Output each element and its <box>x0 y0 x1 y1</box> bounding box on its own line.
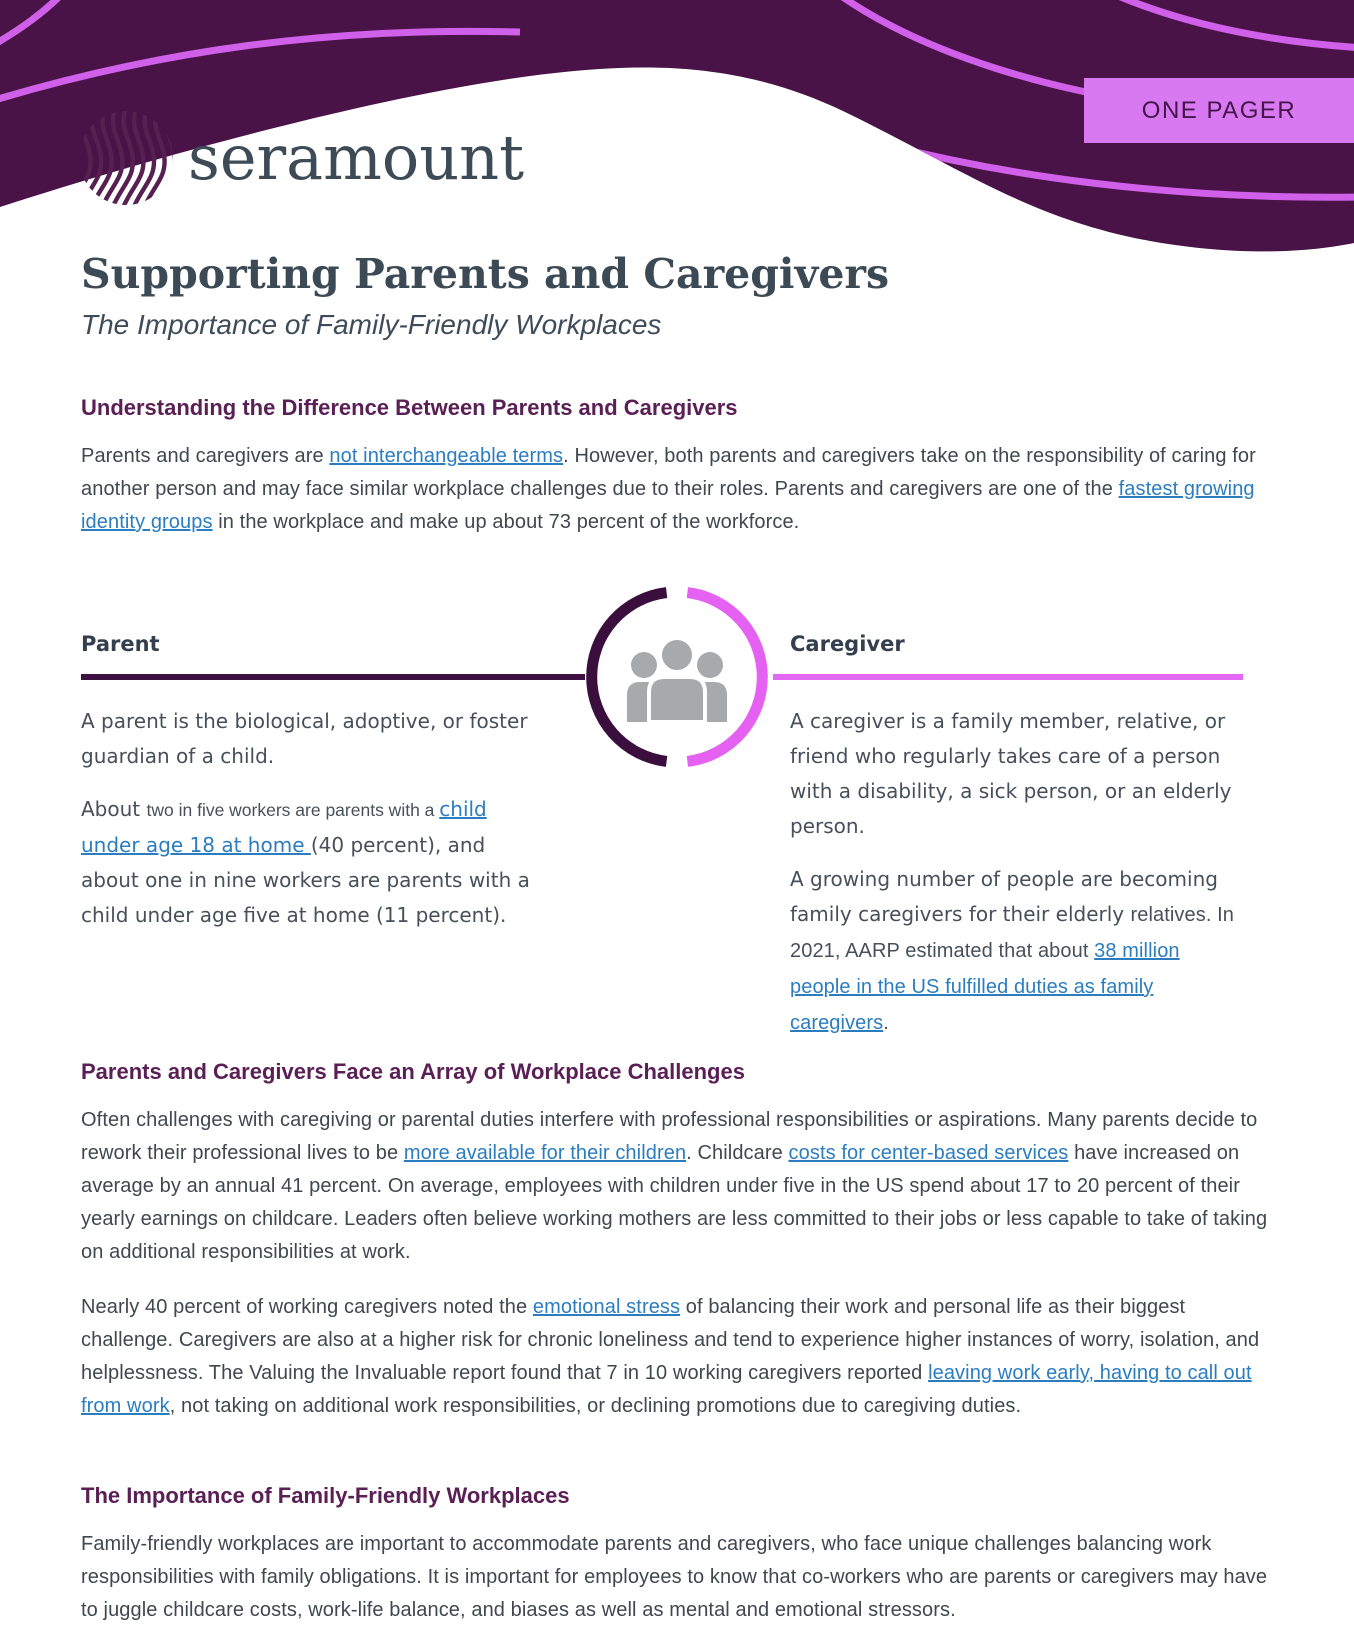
text-segment: A caregiver is a family member, relative, or friend who regularly takes care of a person with a disability, a sick person, or an elderly person. <box>790 709 1232 838</box>
text-link[interactable]: more available for their children <box>403 1142 687 1164</box>
text-segment: of balancing their work and personal life as their biggest challenge. Caregivers are also at a higher risk for chronic loneliness and tend to experience higher instances of worry, isolation, and helplessness. The Valuing the Invaluable report found that 7 in 10 working caregivers reported <box>81 1296 1260 1384</box>
paragraph-challenges-1 <box>81 1104 1273 1269</box>
text-segment: , not taking on additional work responsibilities, or declining promotions due to caregiving duties. <box>169 1395 1022 1417</box>
text-segment: A growing number of people are becoming family caregivers for their elderly <box>790 867 1218 926</box>
people-group-icon <box>627 638 727 722</box>
text-link[interactable]: not interchangeable terms <box>329 445 564 467</box>
paragraph-understanding <box>81 440 1273 572</box>
caregiver-divider-line <box>773 674 1243 680</box>
one-pager-badge-label: ONE PAGER <box>1141 96 1297 124</box>
text-segment: . However, both parents and caregivers take on the responsibility of caring for another person and may face similar workplace challenges due to their roles. Parents and caregivers are one of the <box>81 445 1256 500</box>
text-link[interactable]: costs for center-based services <box>788 1142 1069 1164</box>
comparison-ring <box>582 582 772 772</box>
text-link[interactable]: fastest growing identity groups <box>81 478 1255 533</box>
text-segment: About <box>81 797 147 821</box>
brand-wordmark: seramount <box>188 120 525 194</box>
text-link[interactable]: leaving work early, having to call out from work <box>81 1362 1252 1417</box>
parent-heading: Parent <box>81 632 160 656</box>
parent-paragraph-1 <box>81 704 536 774</box>
paragraph-importance <box>81 1528 1273 1627</box>
parent-divider-line <box>81 674 585 680</box>
caregiver-paragraph-1 <box>790 704 1245 844</box>
comparison-section <box>81 582 1273 1034</box>
text-link[interactable]: child under age 18 at home <box>81 797 487 857</box>
page-subtitle: The Importance of Family-Friendly Workplaces <box>81 309 662 340</box>
text-segment: Parents and caregivers are <box>81 445 330 467</box>
text-segment: . Childcare <box>686 1142 789 1164</box>
section-heading-importance: The Importance of Family-Friendly Workplaces <box>81 1483 570 1508</box>
text-segment: A parent is the biological, adoptive, or foster guardian of a child. <box>81 709 528 768</box>
page-title: Supporting Parents and Caregivers <box>81 250 890 298</box>
text-link[interactable]: emotional stress <box>532 1296 681 1318</box>
text-segment: (40 percent), and about one in nine workers are parents with a child under age five at home (11 percent). <box>81 833 530 927</box>
caregiver-paragraph-2 <box>790 862 1245 1041</box>
text-segment: have increased on average by an annual 41 percent. On average, employees with children under five in the US spend about 17 to 20 percent of their yearly earnings on childcare. Leaders often believe working mothers are less committed to their jobs or less capable to take of taking on additional responsibilities at work. <box>81 1142 1268 1263</box>
text-segment: relatives. In 2021, AARP estimated that about <box>790 904 1235 962</box>
parent-paragraph-2 <box>81 792 536 933</box>
text-link[interactable]: 38 million people in the US fulfilled duties as family caregivers <box>790 940 1180 1034</box>
text-segment: Family-friendly workplaces are important to accommodate parents and caregivers, who face unique challenges balancing work responsibilities with family obligations. It is important for employees to know that co-workers who are parents or caregivers may have to juggle childcare costs, work-life balance, and biases as well as mental and emotional stressors. <box>81 1533 1268 1621</box>
text-segment: Nearly 40 percent of working caregivers noted the <box>81 1296 533 1318</box>
caregiver-heading: Caregiver <box>790 632 905 656</box>
section-heading-challenges: Parents and Caregivers Face an Array of Workplace Challenges <box>81 1059 745 1084</box>
text-segment: two in five workers are parents with a <box>146 800 440 820</box>
paragraph-challenges-2 <box>81 1291 1273 1456</box>
text-segment: in the workplace and make up about 73 percent of the workforce. <box>212 511 800 533</box>
section-heading-understanding: Understanding the Difference Between Parents and Caregivers <box>81 395 738 420</box>
text-segment: . <box>883 1012 889 1034</box>
text-segment: Often challenges with caregiving or parental duties interfere with professional responsibilities or aspirations. Many parents decide to rework their professional lives to be <box>81 1109 1258 1164</box>
